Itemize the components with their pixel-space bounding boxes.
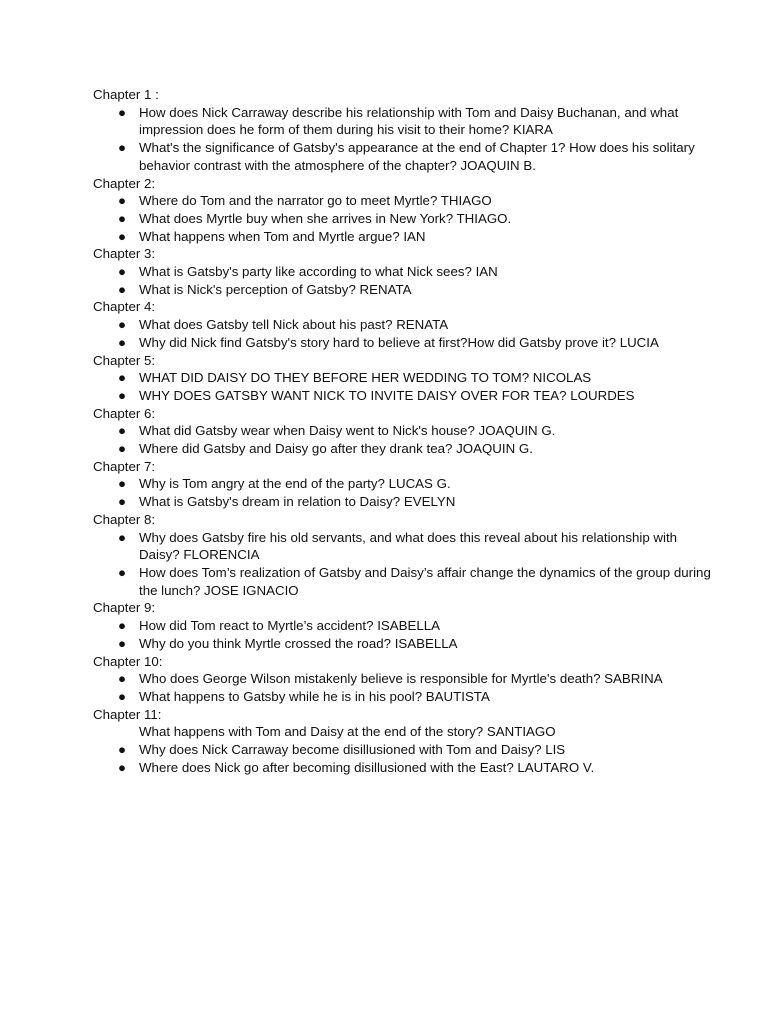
document-body [93,86,713,776]
question-text: WHY DOES GATSBY WANT NICK TO INVITE DAISY OVER FOR TEA? LOURDES [139,387,635,403]
bullet-icon: ● [117,476,127,492]
question-text: Why is Tom angry at the end of the party? LUCAS G. [139,476,451,492]
question-text: What does Myrtle buy when she arrives in New York? THIAGO. [139,210,512,226]
question-text: Why do you think Myrtle crossed the road? ISABELLA [139,635,458,651]
question-list [93,192,713,245]
question-list [93,104,713,175]
chapter-heading: Chapter 1 : [93,87,159,102]
bullet-icon: ● [117,370,127,386]
question-text: What happens with Tom and Daisy at the end of the story? SANTIAGO [139,724,556,740]
question-item [93,529,713,564]
question-item [93,192,713,210]
question-item [93,281,713,299]
bullet-icon: ● [117,140,127,156]
bullet-icon: ● [117,228,127,244]
bullet-icon: ● [117,423,127,439]
question-item [93,104,713,139]
chapter-section [93,298,713,351]
question-text: What did Gatsby wear when Daisy went to Nick's house? JOAQUIN G. [139,423,556,439]
question-list [93,369,713,404]
bullet-icon: ● [117,281,127,297]
chapter-heading: Chapter 8: [93,511,156,527]
question-item [93,475,713,493]
question-text: What is Nick's perception of Gatsby? RENATA [139,281,412,297]
chapter-section [93,86,713,175]
chapter-heading: Chapter 7: [93,458,156,474]
question-item [93,139,713,174]
chapter-section [93,511,713,600]
chapter-heading: Chapter 2: [93,175,156,191]
chapter-heading: Chapter 5: [93,352,156,368]
bullet-icon: ● [117,264,127,280]
bullet-icon: ● [117,193,127,209]
question-text: Why does Gatsby fire his old servants, and what does this reveal about his relationship with Daisy? FLORENCIA [139,529,678,563]
bullet-icon: ● [117,635,127,651]
question-item [93,688,713,706]
question-text: Where does Nick go after becoming disillusioned with the East? LAUTARO V. [139,759,595,775]
question-item [93,369,713,387]
question-item [93,228,713,246]
chapter-section [93,706,713,777]
bullet-icon: ● [117,529,127,545]
question-list [93,475,713,510]
question-item [93,387,713,405]
bullet-icon: ● [117,334,127,350]
question-text: How did Tom react to Myrtle’s accident? ISABELLA [139,618,441,634]
question-list [93,670,713,705]
question-text: Why does Nick Carraway become disillusioned with Tom and Daisy? LIS [139,742,566,758]
chapter-heading: Chapter 11: [93,706,162,722]
question-item [93,759,713,777]
chapter-heading: Chapter 3: [93,246,156,262]
question-list [93,529,713,600]
question-text: What happens to Gatsby while he is in his pool? BAUTISTA [139,688,490,704]
question-item [93,670,713,688]
bullet-icon: ● [117,759,127,775]
chapter-section [93,245,713,298]
question-text: Why did Nick find Gatsby's story hard to believe at first?How did Gatsby prove it? LUCIA [139,334,659,350]
question-item [93,723,713,741]
question-list [93,422,713,457]
question-text: What is Gatsby's party like according to what Nick sees? IAN [139,264,498,280]
question-item [93,493,713,511]
bullet-icon: ● [117,688,127,704]
chapter-section [93,653,713,706]
chapter-section [93,405,713,458]
chapter-section [93,175,713,246]
bullet-icon: ● [117,742,127,758]
question-list [93,617,713,652]
question-text: How does Tom’s realization of Gatsby and Daisy’s affair change the dynamics of the group during the lunch? JOSE IGNACIO [139,564,711,598]
question-item [93,440,713,458]
bullet-icon: ● [117,104,127,120]
question-item [93,263,713,281]
question-item [93,422,713,440]
question-item [93,635,713,653]
question-item [93,564,713,599]
question-text: What happens when Tom and Myrtle argue? IAN [139,228,426,244]
chapter-heading: Chapter 4: [93,299,156,315]
question-item [93,334,713,352]
question-item [93,741,713,759]
bullet-icon: ● [117,441,127,457]
question-text: What does Gatsby tell Nick about his past? RENATA [139,317,449,333]
bullet-icon: ● [117,618,127,634]
chapter-section [93,458,713,511]
question-text: How does Nick Carraway describe his relationship with Tom and Daisy Buchanan, and what impression does he form of them during his visit to their home? KIARA [139,104,679,138]
question-item [93,617,713,635]
question-list [93,263,713,298]
question-item [93,316,713,334]
bullet-icon: ● [117,317,127,333]
bullet-icon: ● [117,210,127,226]
question-text: Who does George Wilson mistakenly believe is responsible for Myrtle's death? SABRINA [139,671,663,687]
question-text: Where do Tom and the narrator go to meet Myrtle? THIAGO [139,193,492,209]
question-text: What's the significance of Gatsby's appearance at the end of Chapter 1? How does his solitary behavior contrast with the atmosphere of the chapter? JOAQUIN B. [139,140,695,173]
bullet-icon: ● [117,387,127,403]
chapter-heading: Chapter 10: [93,653,163,669]
question-item [93,210,713,228]
chapter-section [93,599,713,652]
bullet-icon: ● [117,494,127,510]
question-text: What is Gatsby's dream in relation to Daisy? EVELYN [139,494,456,510]
bullet-icon: ● [117,564,127,580]
question-list [93,723,713,776]
chapter-section [93,352,713,405]
chapter-heading: Chapter 6: [93,405,156,421]
question-text: Where did Gatsby and Daisy go after they drank tea? JOAQUIN G. [139,441,533,457]
question-list [93,316,713,351]
question-text: WHAT DID DAISY DO THEY BEFORE HER WEDDING TO TOM? NICOLAS [139,370,592,386]
chapter-heading: Chapter 9: [93,600,156,616]
bullet-icon: ● [117,671,127,687]
